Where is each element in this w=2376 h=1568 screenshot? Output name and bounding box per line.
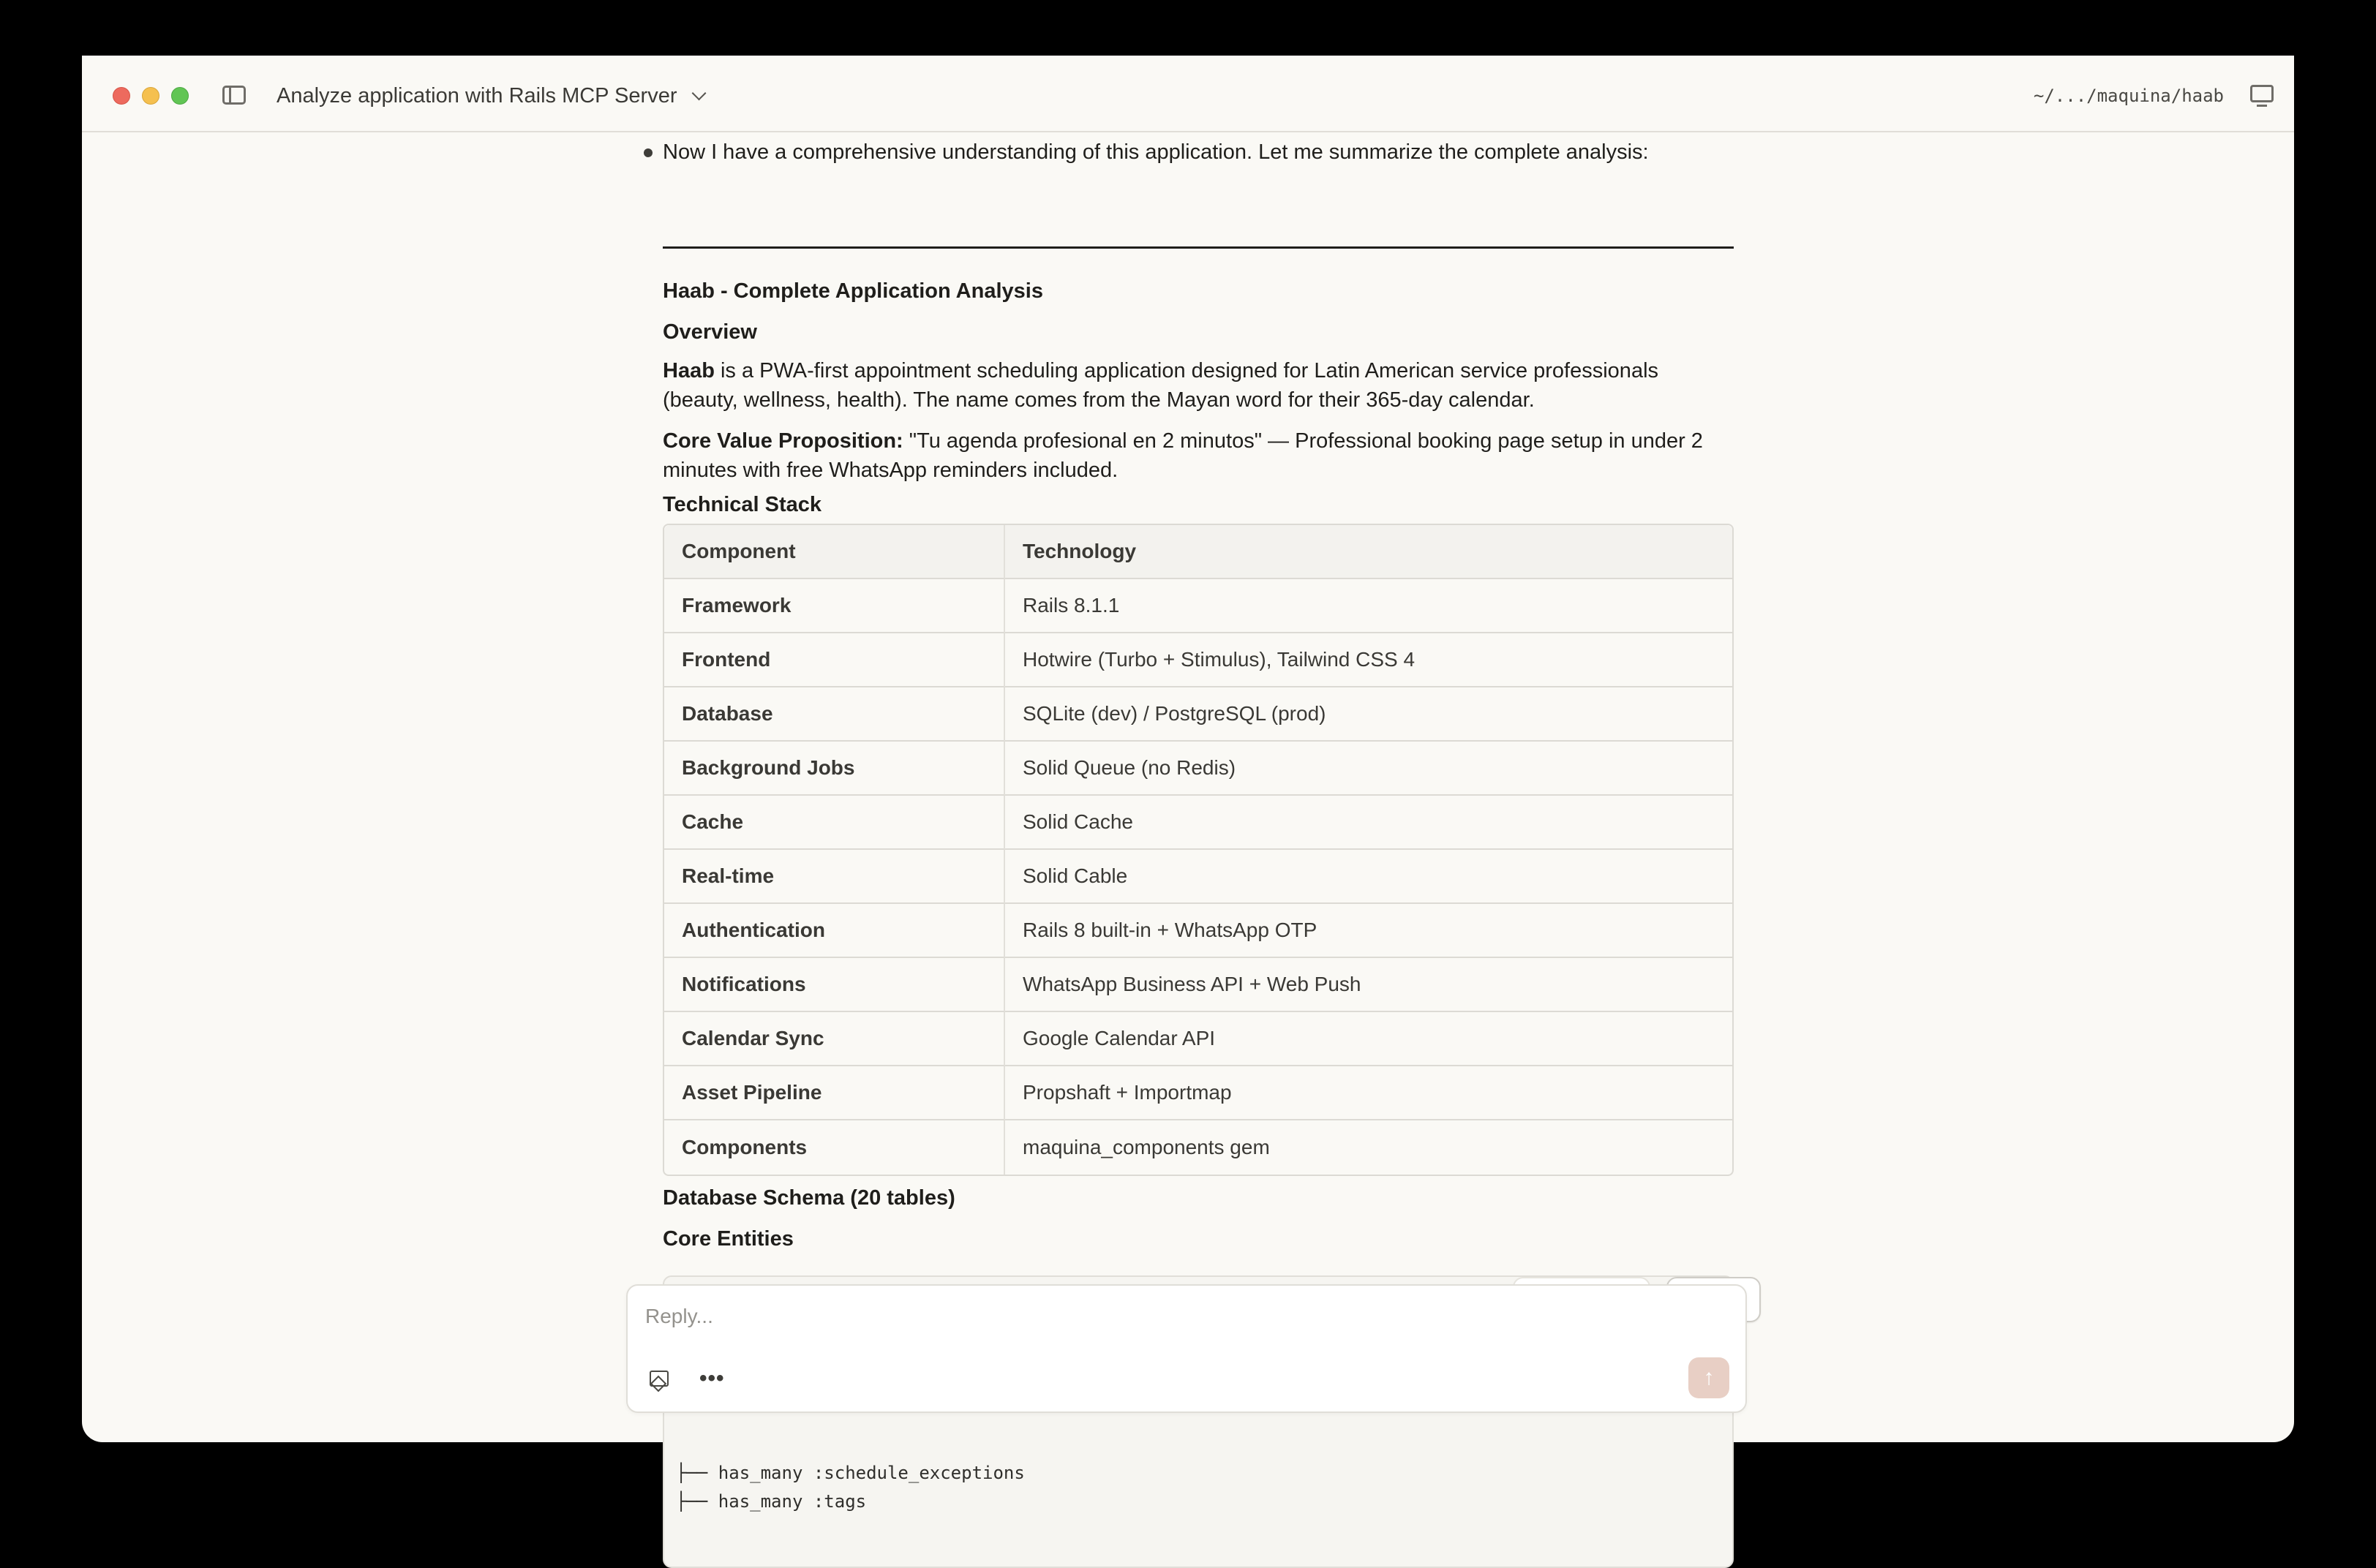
working-directory-path: ~/.../maquina/haab bbox=[2033, 86, 2224, 106]
technology-cell: Google Calendar API bbox=[1005, 1012, 1732, 1066]
value-proposition-paragraph bbox=[663, 426, 1734, 485]
table-header-row bbox=[664, 525, 1732, 579]
close-window-button[interactable] bbox=[113, 87, 130, 105]
technology-cell: Propshaft + Importmap bbox=[1005, 1066, 1732, 1120]
technology-cell: Solid Cable bbox=[1005, 850, 1732, 904]
table-row bbox=[664, 958, 1732, 1012]
maximize-window-button[interactable] bbox=[171, 87, 189, 105]
overview-heading: Overview bbox=[663, 320, 757, 344]
value-text: "Tu agenda profesional en 2 minutos" — Professional booking page setup in under 2 minutes with free WhatsApp reminders included. bbox=[663, 429, 1703, 482]
component-cell: Database bbox=[664, 687, 1005, 742]
conversation-title-dropdown[interactable] bbox=[277, 78, 702, 114]
sidebar-toggle-icon[interactable] bbox=[222, 86, 246, 105]
code-line: ├── has_many :schedule_exceptions bbox=[676, 1463, 1025, 1483]
app-window bbox=[82, 56, 2294, 1512]
component-cell: Components bbox=[664, 1120, 1005, 1175]
overview-bold: Haab bbox=[663, 359, 715, 382]
database-schema-heading: Database Schema (20 tables) bbox=[663, 1186, 955, 1210]
conversation-area bbox=[82, 134, 2294, 1512]
table-row bbox=[664, 742, 1732, 796]
code-line: ├── has_many :tags bbox=[676, 1491, 867, 1512]
component-cell: Notifications bbox=[664, 958, 1005, 1012]
table-row bbox=[664, 904, 1732, 958]
minimize-window-button[interactable] bbox=[142, 87, 159, 105]
overview-paragraph bbox=[663, 356, 1734, 415]
attach-image-icon[interactable] bbox=[650, 1371, 669, 1387]
value-bold: Core Value Proposition: bbox=[663, 429, 903, 453]
table-row bbox=[664, 1120, 1732, 1175]
technology-cell: Hotwire (Turbo + Stimulus), Tailwind CSS 4 bbox=[1005, 633, 1732, 687]
intro-text: Now I have a comprehensive understanding of this application. Let me summarize the complete analysis: bbox=[663, 140, 1649, 164]
send-button[interactable] bbox=[1688, 1357, 1729, 1398]
message-bullet-icon bbox=[644, 148, 653, 157]
table-row bbox=[664, 687, 1732, 742]
table-row bbox=[664, 579, 1732, 633]
table-row bbox=[664, 1012, 1732, 1066]
technology-cell: WhatsApp Business API + Web Push bbox=[1005, 958, 1732, 1012]
title-bar bbox=[82, 56, 2294, 132]
table-row bbox=[664, 796, 1732, 850]
component-cell: Calendar Sync bbox=[664, 1012, 1005, 1066]
technology-cell: maquina_components gem bbox=[1023, 1136, 1270, 1158]
component-cell: Cache bbox=[664, 796, 1005, 850]
arrow-up-icon: ↑ bbox=[1703, 1365, 1715, 1390]
technical-stack-table bbox=[663, 524, 1734, 1176]
component-cell: Frontend bbox=[664, 633, 1005, 687]
table-row bbox=[664, 1066, 1732, 1120]
reply-input[interactable] bbox=[645, 1300, 1669, 1333]
component-cell: Asset Pipeline bbox=[664, 1066, 1005, 1120]
component-cell: Background Jobs bbox=[664, 742, 1005, 796]
technical-stack-heading: Technical Stack bbox=[663, 493, 822, 516]
overview-text: is a PWA-first appointment scheduling application designed for Latin American service professionals (beauty, wellness, health). The name comes from the Mayan word for their 365-day calendar. bbox=[663, 359, 1659, 412]
analysis-heading: Haab - Complete Application Analysis bbox=[663, 279, 1043, 303]
conversation-title: Analyze application with Rails MCP Server bbox=[277, 83, 677, 108]
table-row bbox=[664, 850, 1732, 904]
core-entities-heading: Core Entities bbox=[663, 1227, 794, 1251]
component-cell: Authentication bbox=[664, 904, 1005, 958]
column-header-component: Component bbox=[664, 525, 1005, 579]
chevron-down-icon bbox=[692, 86, 707, 101]
technology-cell: Solid Cache bbox=[1005, 796, 1732, 850]
table-row bbox=[664, 633, 1732, 687]
component-cell: Real-time bbox=[664, 850, 1005, 904]
divider bbox=[663, 246, 1734, 249]
monitor-icon[interactable] bbox=[2250, 85, 2274, 102]
technology-cell: SQLite (dev) / PostgreSQL (prod) bbox=[1005, 687, 1732, 742]
technology-cell: Rails 8 built-in + WhatsApp OTP bbox=[1005, 904, 1732, 958]
more-options-icon[interactable]: ••• bbox=[699, 1366, 725, 1390]
reply-composer bbox=[626, 1284, 1747, 1413]
technology-cell: Solid Queue (no Redis) bbox=[1005, 742, 1732, 796]
technology-cell: Rails 8.1.1 bbox=[1005, 579, 1732, 633]
column-header-technology: Technology bbox=[1005, 525, 1732, 579]
component-cell: Framework bbox=[664, 579, 1005, 633]
